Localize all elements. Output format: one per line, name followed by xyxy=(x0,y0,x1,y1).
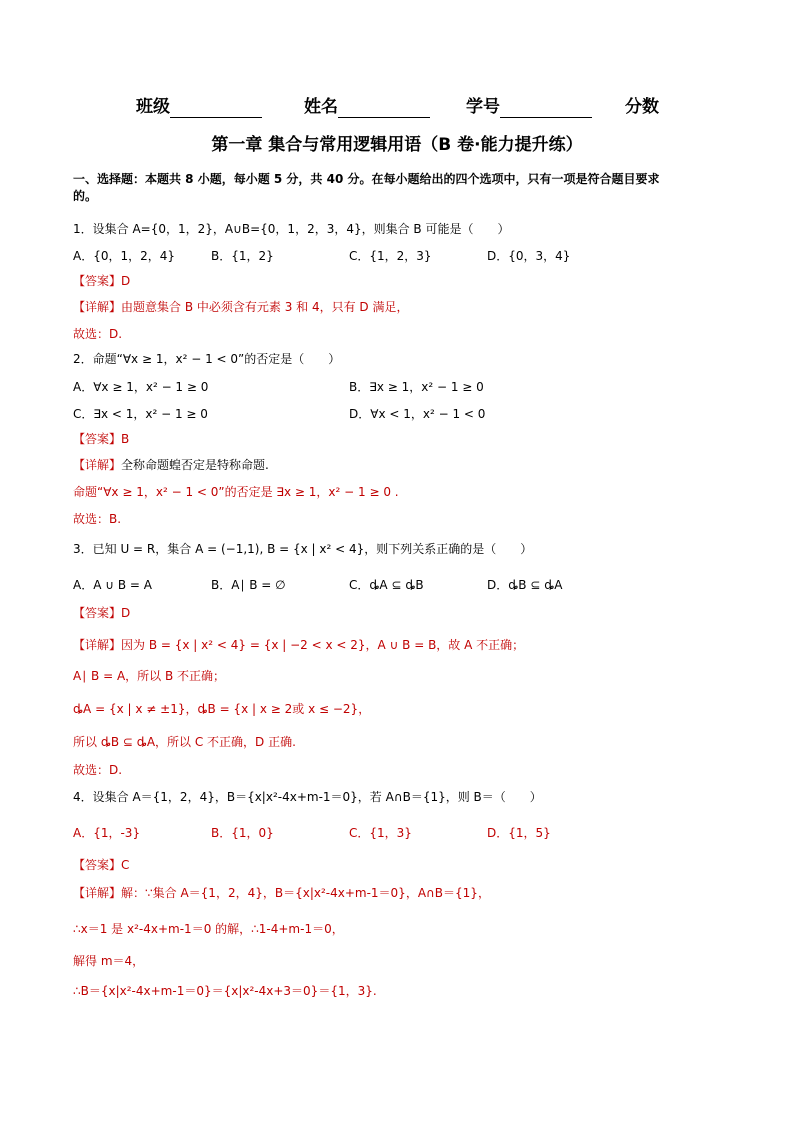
q1-option-b: B．{1，2} xyxy=(211,249,274,263)
q3-answer: 【答案】D xyxy=(73,606,131,620)
id-label: 学号 xyxy=(466,97,500,117)
id-field xyxy=(466,96,592,118)
q4-option-d: D．{1，5} xyxy=(487,826,551,840)
q4-detail-tag: 【详解】 xyxy=(73,886,122,900)
q2-detail xyxy=(73,456,269,474)
section-instruction-line2: 的。 xyxy=(73,189,98,203)
q2-detail-tag: 【详解】 xyxy=(73,458,122,472)
section-instruction-line1: 一、选择题：本题共 8 小题，每小题 5 分，共 40 分。在每小题给出的四个选项中，只有一项是符合题目要求 xyxy=(73,172,660,186)
q3-detail xyxy=(73,636,524,654)
q4-detail-line2: ∴x＝1 是 x²-4x+m-1＝0 的解，∴1-4+m-1＝0， xyxy=(73,922,344,936)
q1-option-a: A．{0，1，2，4} xyxy=(73,249,176,263)
page-title: 第一章 集合与常用逻辑用语（B 卷·能力提升练） xyxy=(211,135,583,155)
q2-option-b: B．∃x ≥ 1，x² − 1 ≥ 0 xyxy=(349,380,484,394)
q4-detail xyxy=(73,884,490,902)
q4-option-a: A．{1，-3} xyxy=(73,826,141,840)
q1-stem: 1．设集合 A={0，1，2}，A∪B={0，1，2，3，4}，则集合 B 可能是（ ） xyxy=(73,222,510,236)
q3-detail-tag: 【详解】 xyxy=(73,638,122,652)
q1-option-c: C．{1，2，3} xyxy=(349,249,432,263)
q2-option-d: D．∀x < 1，x² − 1 < 0 xyxy=(349,407,486,421)
name-label: 姓名 xyxy=(304,97,338,117)
class-field xyxy=(136,96,262,118)
q2-option-a: A．∀x ≥ 1，x² − 1 ≥ 0 xyxy=(73,380,209,394)
q3-detail-line2: A∣ B = A，所以 B 不正确； xyxy=(73,669,226,683)
name-field xyxy=(304,96,430,118)
class-blank[interactable] xyxy=(170,99,262,118)
q2-detail-line2: 命题“∀x ≥ 1，x² − 1 < 0”的否定是 ∃x ≥ 1，x² − 1 ≥ 0 . xyxy=(73,485,399,499)
q3-option-b: B．A∣ B = ∅ xyxy=(211,578,286,592)
q1-option-d: D．{0，3，4} xyxy=(487,249,571,263)
score-label: 分数 xyxy=(625,97,659,117)
q4-detail-text: 解：∵集合 A＝{1，2，4}，B＝{x|x²-4x+m-1＝0}，A∩B＝{1}， xyxy=(121,886,490,900)
id-blank[interactable] xyxy=(500,99,592,118)
q4-detail-line4: ∴B＝{x|x²-4x+m-1＝0}＝{x|x²-4x+3＝0}＝{1，3}. xyxy=(73,984,377,998)
q4-detail-line3: 解得 m＝4， xyxy=(73,954,145,968)
name-blank[interactable] xyxy=(338,99,430,118)
q3-option-a: A．A ∪ B = A xyxy=(73,578,152,592)
q1-detail-tag: 【详解】 xyxy=(73,300,122,314)
q2-conclusion: 故选：B. xyxy=(73,512,122,526)
q1-answer: 【答案】D xyxy=(73,274,131,288)
q4-answer: 【答案】C xyxy=(73,858,130,872)
q3-detail-line4: 所以 ȡB ⊆ ȡA，所以 C 不正确，D 正确. xyxy=(73,735,296,749)
q4-option-c: C．{1，3} xyxy=(349,826,412,840)
q3-option-c: C．ȡA ⊆ ȡB xyxy=(349,578,424,592)
q2-detail-text: 全称命题蝗否定是特称命题. xyxy=(121,458,269,472)
q3-conclusion: 故选：D. xyxy=(73,763,123,777)
q4-stem: 4．设集合 A＝{1，2，4}，B＝{x|x²-4x+m-1＝0}，若 A∩B＝{1}，则 B＝（ ） xyxy=(73,790,542,804)
score-field xyxy=(625,96,659,118)
q1-detail-text: 由题意集合 B 中必须含有元素 3 和 4，只有 D 满足， xyxy=(121,300,409,314)
q3-detail-line3: ȡA = {x | x ≠ ±1}，ȡB = {x | x ≥ 2或 x ≤ −2}， xyxy=(73,702,371,716)
q4-option-b: B．{1，0} xyxy=(211,826,274,840)
q3-detail-text: 因为 B = {x | x² < 4} = {x | −2 < x < 2}，A ∪ B = B，故 A 不正确； xyxy=(121,638,525,652)
q1-detail xyxy=(73,298,408,316)
q2-option-c: C．∃x < 1，x² − 1 ≥ 0 xyxy=(73,407,208,421)
q3-stem: 3．已知 U = R，集合 A = (−1,1), B = {x | x² < 4}，则下列关系正确的是（ ） xyxy=(73,542,533,556)
class-label: 班级 xyxy=(136,97,170,117)
q1-conclusion: 故选：D. xyxy=(73,327,123,341)
q2-answer: 【答案】B xyxy=(73,432,130,446)
q2-stem: 2．命题“∀x ≥ 1，x² − 1 < 0”的否定是（ ） xyxy=(73,352,341,366)
q3-option-d: D．ȡB ⊆ ȡA xyxy=(487,578,563,592)
